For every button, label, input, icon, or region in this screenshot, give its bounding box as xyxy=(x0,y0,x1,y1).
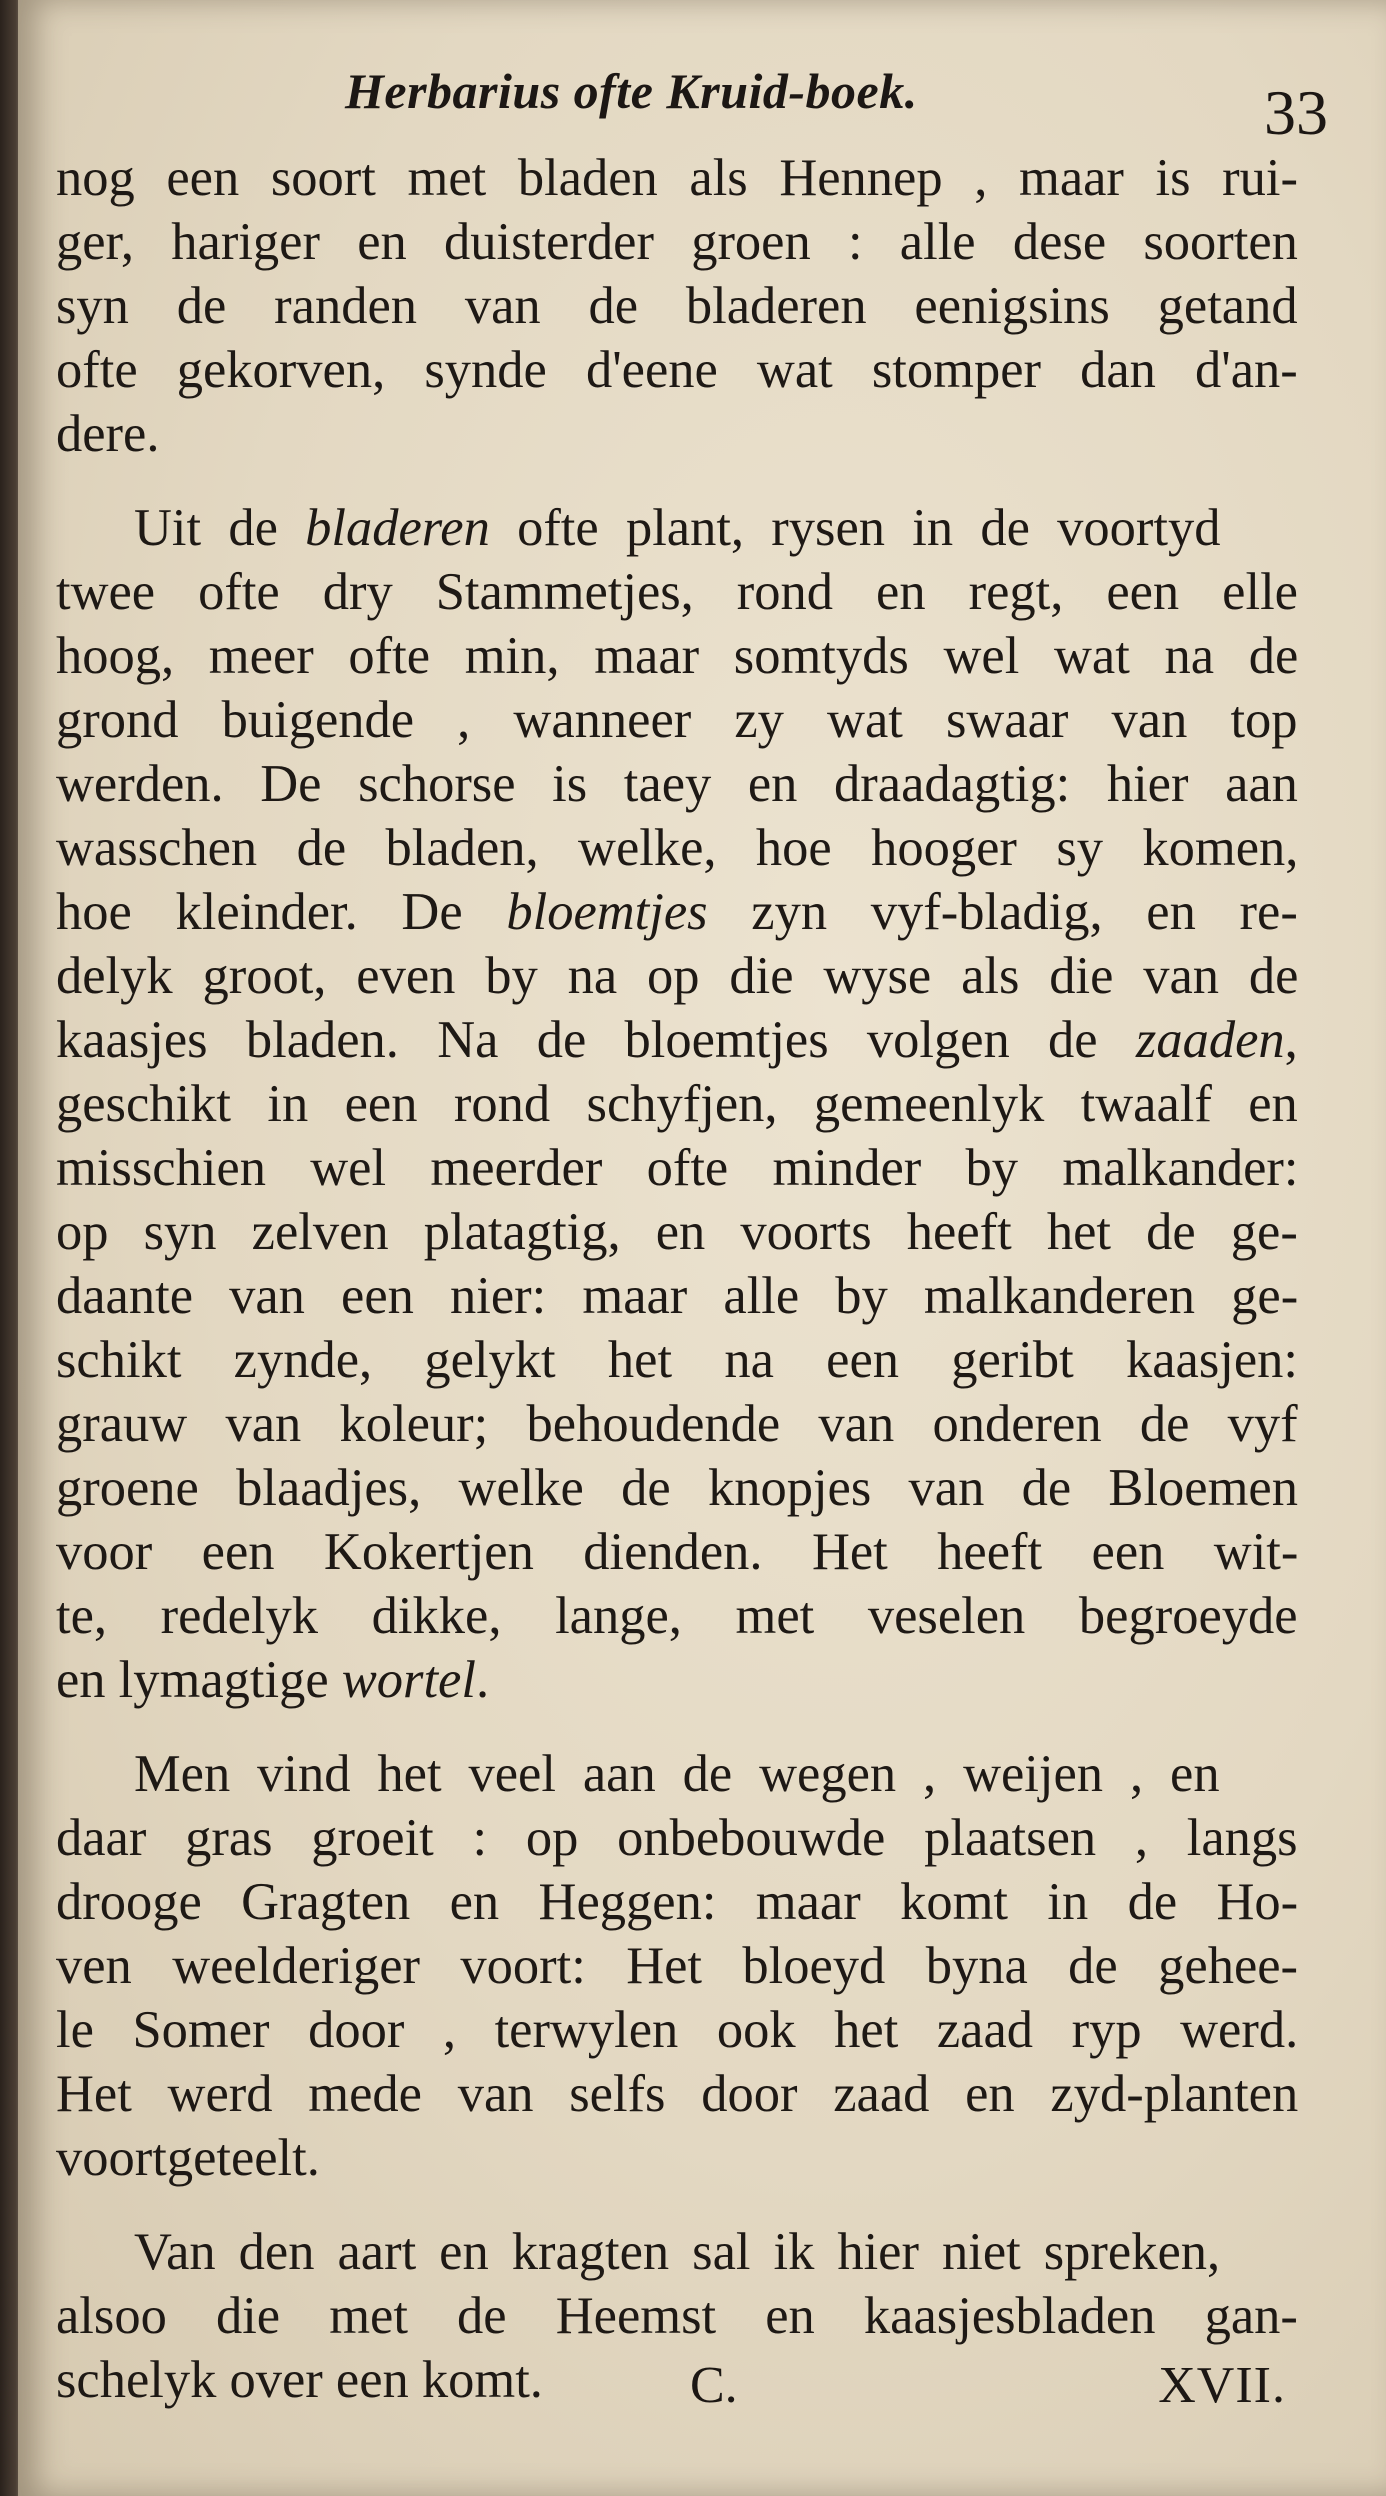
text-line: te, redelyk dikke, lange, met veselen begroeyde xyxy=(56,1587,1298,1645)
text-line: Van den aart en kragten sal ik hier niet spreken, xyxy=(134,2223,1221,2281)
text-line: ven weelderiger voort: Het bloeyd byna de gehee- xyxy=(56,1937,1299,1995)
paragraph-1 xyxy=(56,146,1298,466)
text-line: Uit de bladeren ofte plant, rysen in de voortyd xyxy=(134,499,1221,557)
catchword: XVII. xyxy=(1158,2357,1286,2414)
text-line: daante van een nier: maar alle by malkanderen ge- xyxy=(56,1267,1299,1325)
italic-term: zaaden xyxy=(1135,1011,1285,1069)
text-line: en lymagtige wortel. xyxy=(56,1651,490,1709)
italic-term: bladeren xyxy=(305,499,490,557)
italic-term: bloemtjes xyxy=(506,883,708,941)
text-line: voor een Kokertjen dienden. Het heeft een wit- xyxy=(56,1523,1299,1581)
text-line: nog een soort met bladen als Hennep , maar is rui- xyxy=(56,149,1298,207)
text-line: twee ofte dry Stammetjes, rond en regt, een elle xyxy=(56,563,1298,621)
text-line: groene blaadjes, welke de knopjes van de Bloemen xyxy=(56,1459,1298,1517)
text-line: daar gras groeit : op onbebouwde plaatsen , langs xyxy=(56,1809,1298,1867)
paragraph-2 xyxy=(56,496,1298,1712)
page-body xyxy=(56,146,1298,2412)
text-line: ofte gekorven, synde d'eene wat stomper dan d'an- xyxy=(56,341,1298,399)
text-line: syn de randen van de bladeren eenigsins getand xyxy=(56,277,1298,335)
italic-term: wortel xyxy=(341,1651,476,1709)
text-line: op syn zelven platagtig, en voorts heeft het de ge- xyxy=(56,1203,1298,1261)
text-line: kaasjes bladen. Na de bloemtjes volgen de zaaden, xyxy=(56,1011,1298,1069)
page-number: 33 xyxy=(1264,77,1328,148)
text-line: grauw van koleur; behoudende van onderen de vyf xyxy=(56,1395,1298,1453)
text-line: delyk groot, even by na op die wyse als die van de xyxy=(56,947,1299,1005)
text-line: geschikt in een rond schyfjen, gemeenlyk twaalf en xyxy=(56,1075,1298,1133)
paragraph-3 xyxy=(56,1742,1298,2190)
text-line: ger, hariger en duisterder groen : alle dese soorten xyxy=(56,213,1298,271)
text-line: dere. xyxy=(56,405,160,463)
text-line: schelyk over een komt. xyxy=(56,2351,543,2409)
text-line: Men vind het veel aan de wegen , weijen , en xyxy=(134,1745,1220,1803)
text-line: grond buigende , wanneer zy wat swaar van top xyxy=(56,691,1298,749)
signature-mark: C. xyxy=(690,2357,738,2414)
paragraph-4 xyxy=(56,2220,1298,2412)
text-line: misschien wel meerder ofte minder by malkander: xyxy=(56,1139,1299,1197)
text-line: drooge Gragten en Heggen: maar komt in de Ho- xyxy=(56,1873,1299,1931)
text-line: hoog, meer ofte min, maar somtyds wel wat na de xyxy=(56,627,1299,685)
running-title: Herbarius ofte Kruid-boek. xyxy=(345,63,918,119)
text-line: werden. De schorse is taey en draadagtig: hier aan xyxy=(56,755,1298,813)
text-line: voortgeteelt. xyxy=(56,2129,320,2187)
text-line: alsoo die met de Heemst en kaasjesbladen gan- xyxy=(56,2287,1298,2345)
text-line: schikt zynde, gelykt het na een geribt kaasjen: xyxy=(56,1331,1298,1389)
text-line: le Somer door , terwylen ook het zaad ryp werd. xyxy=(56,2001,1299,2059)
text-line: hoe kleinder. De bloemtjes zyn vyf-bladig, en re- xyxy=(56,883,1298,941)
text-line: wasschen de bladen, welke, hoe hooger sy komen, xyxy=(56,819,1299,877)
text-line: Het werd mede van selfs door zaad en zyd-planten xyxy=(56,2065,1299,2123)
